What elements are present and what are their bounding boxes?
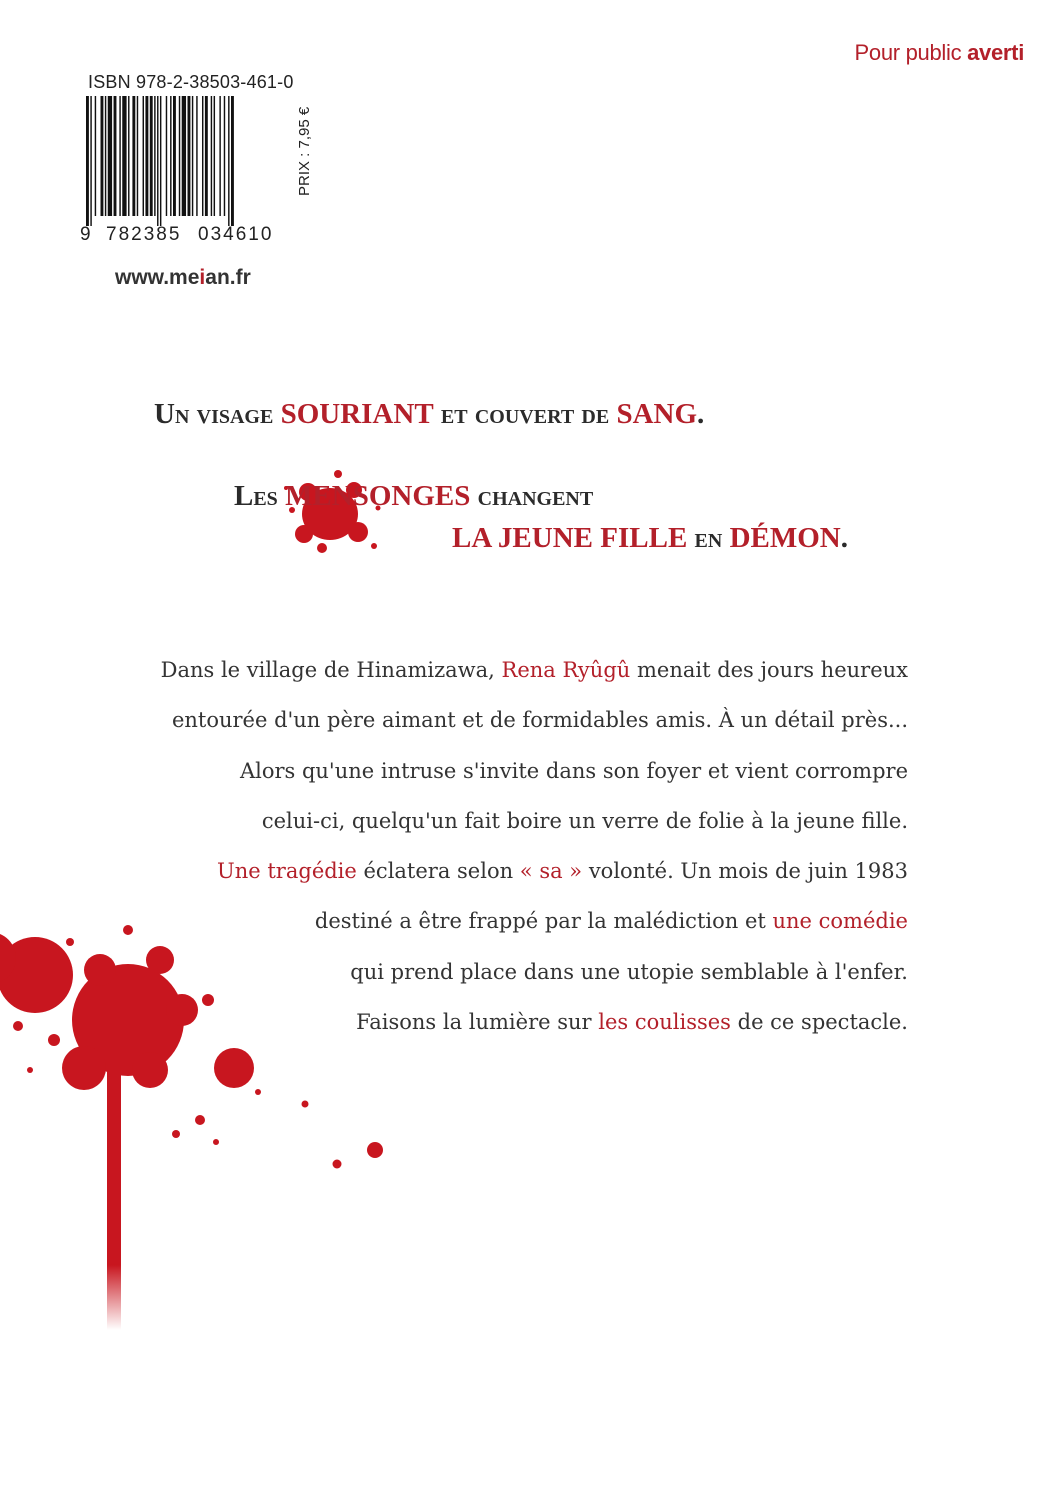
rating-emphasis: averti	[967, 40, 1024, 65]
barcode-bar	[143, 96, 144, 216]
highlight-text: les coulisses	[598, 1010, 731, 1035]
text-segment: entourée d'un père aimant et de formidables amis. À un détail près...	[171, 708, 908, 733]
text-segment: volonté. Un mois de juin 1983	[582, 859, 908, 884]
publisher-website	[115, 266, 251, 290]
barcode-bar	[157, 96, 158, 226]
barcode-left-digits: 782385	[106, 224, 182, 244]
tagline-line-1	[154, 398, 704, 431]
text-segment: destiné a être frappé par la malédiction et	[314, 909, 773, 934]
synopsis-line	[100, 695, 908, 745]
barcode-bar	[188, 96, 191, 216]
text-segment: en	[687, 522, 730, 554]
text-segment: Alors qu'une intruse s'invite dans son foyer et vient corrompre	[239, 758, 908, 783]
text-segment: .	[840, 522, 849, 554]
rating-prefix: Pour public	[854, 40, 968, 65]
website-part-1: www.me	[115, 266, 200, 289]
barcode-bar	[173, 96, 176, 216]
barcode-bar	[224, 96, 225, 216]
barcode-bar	[108, 96, 112, 216]
barcode-bar	[228, 96, 229, 226]
barcode-bar	[179, 96, 180, 216]
highlight-text: SOURIANT	[280, 398, 434, 430]
barcode-bar	[231, 96, 234, 226]
barcode-bar	[90, 96, 91, 226]
barcode-bar	[95, 96, 96, 216]
barcode-bar	[196, 96, 197, 216]
barcode-bar	[192, 96, 193, 216]
barcode-bar	[86, 96, 89, 226]
text-segment: .	[697, 398, 705, 430]
barcode	[80, 96, 290, 244]
synopsis-line	[100, 796, 908, 846]
barcode-bar	[160, 96, 161, 226]
text-segment: celui-ci, quelqu'un fait boire un verre de folie à la jeune fille.	[261, 808, 908, 833]
text-segment: Un visage	[154, 398, 281, 430]
highlight-text: DÉMON	[729, 522, 841, 554]
synopsis-line	[100, 645, 908, 695]
highlight-text: Une tragédie	[217, 859, 357, 884]
text-segment: qui prend place dans une utopie semblable à l'enfer.	[350, 959, 908, 984]
text-segment: menait des jours heureux	[630, 658, 908, 682]
price-label: PRIX : 7,95 €	[296, 106, 313, 196]
barcode-bar	[132, 96, 135, 216]
barcode-bar	[145, 96, 148, 216]
text-segment: et couvert de	[433, 398, 617, 430]
barcode-right-digits: 034610	[198, 224, 274, 244]
synopsis-line	[100, 746, 908, 796]
tagline-line-3	[452, 522, 848, 555]
barcode-bar	[150, 96, 153, 216]
website-part-3: an.fr	[205, 266, 251, 289]
barcode-bar	[101, 96, 104, 216]
barcode-bar	[205, 96, 208, 216]
text-segment: Faisons la lumière sur	[356, 1010, 599, 1035]
highlight-text: LA JEUNE FILLE	[452, 522, 688, 554]
barcode-bar	[137, 96, 138, 216]
website-part-2: i	[199, 266, 206, 289]
synopsis-line	[100, 896, 908, 946]
barcode-bar	[105, 96, 106, 216]
synopsis-line	[100, 947, 908, 997]
highlight-text: Rena Ryûgû	[501, 658, 631, 682]
highlight-text: une comédie	[772, 909, 908, 934]
barcode-bar	[214, 96, 215, 216]
text-segment: éclatera selon	[356, 859, 520, 884]
isbn-label: ISBN 978-2-38503-461-0	[88, 72, 294, 92]
barcode-bar	[182, 96, 186, 216]
highlight-text: MENSONGES	[285, 480, 471, 512]
text-segment: de ce spectacle.	[730, 1010, 908, 1035]
text-segment: Dans le village de Hinamizawa,	[160, 658, 502, 682]
highlight-text: SANG	[616, 398, 698, 430]
synopsis-line	[100, 846, 908, 896]
barcode-bar	[122, 96, 126, 216]
synopsis-line	[100, 997, 908, 1047]
audience-rating	[855, 40, 1024, 66]
barcode-bar	[166, 96, 167, 216]
barcode-bar	[119, 96, 120, 216]
text-segment: Les	[234, 480, 286, 512]
barcode-bar	[128, 96, 129, 216]
barcode-bar	[114, 96, 117, 216]
barcode-bar	[211, 96, 212, 216]
barcode-first-digit: 9	[80, 224, 91, 244]
highlight-text: « sa »	[519, 859, 583, 884]
tagline-line-2	[234, 480, 593, 513]
text-segment: changent	[470, 480, 594, 512]
barcode-bar	[154, 96, 155, 216]
barcode-bar	[219, 96, 220, 216]
barcode-bar	[202, 96, 203, 216]
barcode-bars	[86, 96, 234, 226]
synopsis	[100, 645, 908, 1047]
barcode-bar	[170, 96, 171, 216]
